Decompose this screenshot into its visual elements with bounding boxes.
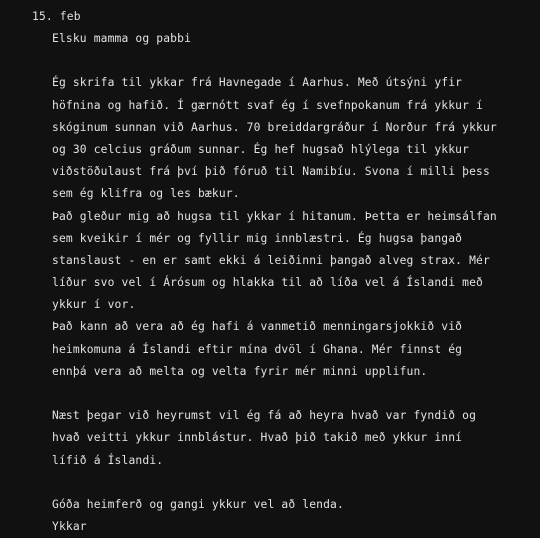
paragraph-line: viðstöðulaust frá því þið fóruð til Namibíu. Svona í milli þess <box>52 165 490 179</box>
paragraph-line: sem kveikir í mér og fyllir mig innblæstri. Ég hugsa þangað <box>52 231 463 245</box>
paragraph-line: Ég skrifa til ykkar frá Havnegade í Aarhus. Með útsýni yfir <box>52 76 463 90</box>
blank-line <box>52 383 532 405</box>
paragraph-line: Það kann að vera að ég hafi á vanmetið menningarsjokkið við <box>52 320 463 334</box>
letter-date: 15. feb <box>32 10 81 23</box>
blank-line <box>52 50 532 72</box>
paragraph-line: Það gleður mig að hugsa til ykkar í hitanum. Þetta er heimsálfan <box>52 209 497 223</box>
letter-body <box>52 28 532 538</box>
signature-line: Ykkar <box>52 520 87 534</box>
paragraph-line: stanslaust - en er samt ekki á leiðinni þangað alveg strax. Mér <box>52 253 490 267</box>
paragraph-line: og 30 celcius gráðum sunnar. Ég hef hugsað hlýlega til ykkur <box>52 142 470 156</box>
paragraph-line: lífið á Íslandi. <box>52 453 164 467</box>
paragraph-line: skóginum sunnan við Aarhus. 70 breiddargráður í Norður frá ykkur <box>52 120 497 134</box>
paragraph-line: líður svo vel í Árósum og hlakka til að líða vel á Íslandi með <box>52 276 483 290</box>
paragraph-line: heimkomuna á Íslandi eftir mína dvöl í Ghana. Mér finnst ég <box>52 342 463 356</box>
paragraph-line: höfnina og hafið. Í gærnótt svaf ég í svefnpokanum frá ykkur í <box>52 98 483 112</box>
closing-line: Góða heimferð og gangi ykkur vel að lenda. <box>52 497 344 511</box>
paragraph-line: sem ég klifra og les bækur. <box>52 187 240 201</box>
paragraph-line: ykkur í vor. <box>52 298 136 312</box>
paragraph-line: Næst þegar við heyrumst vil ég fá að heyra hvað var fyndið og <box>52 409 477 423</box>
letter-greeting: Elsku mamma og pabbi <box>52 32 192 45</box>
blank-line <box>52 472 532 494</box>
paragraph-line: hvað veitti ykkur innblástur. Hvað þið takið með ykkur inní <box>52 431 463 445</box>
paragraph-line: ennþá vera að melta og velta fyrir mér minni upplifun. <box>52 364 428 378</box>
